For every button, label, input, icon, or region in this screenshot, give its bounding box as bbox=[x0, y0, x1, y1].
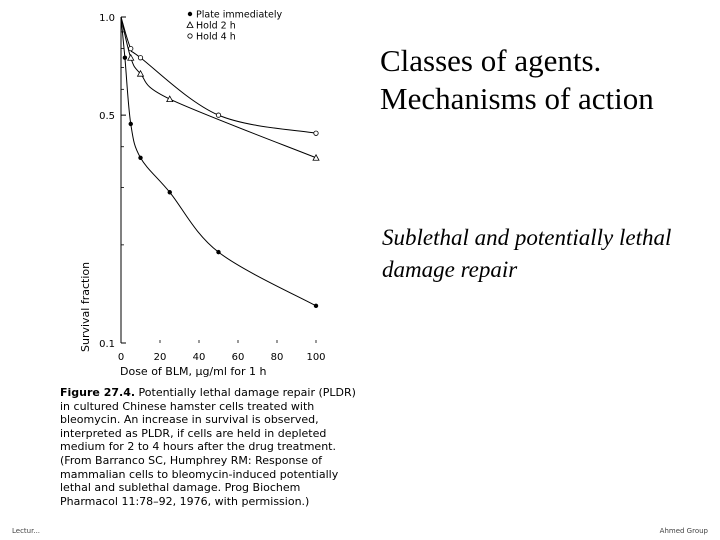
chart-series bbox=[121, 17, 319, 308]
x-tick-label: 100 bbox=[306, 352, 326, 363]
data-point bbox=[216, 113, 220, 117]
figure-caption bbox=[60, 386, 360, 508]
data-point bbox=[313, 155, 319, 161]
footer-left: Lectur... bbox=[12, 527, 41, 535]
data-point bbox=[128, 55, 134, 60]
chart-legend bbox=[187, 10, 282, 43]
x-tick-label: 60 bbox=[231, 352, 245, 363]
chart-axes bbox=[99, 13, 325, 363]
series-dot bbox=[121, 17, 318, 308]
x-tick-label: 0 bbox=[117, 352, 125, 363]
x-tick-label: 80 bbox=[270, 352, 284, 363]
data-point bbox=[129, 46, 133, 50]
slide-title-line1: Classes of agents. bbox=[380, 43, 602, 78]
legend-label: Hold 4 h bbox=[196, 31, 236, 43]
data-point bbox=[314, 131, 318, 135]
data-point bbox=[138, 56, 142, 60]
legend-marker bbox=[188, 34, 192, 38]
series-line bbox=[121, 17, 316, 306]
y-tick-label: 1.0 bbox=[99, 13, 115, 24]
y-axis-label: Survival fraction bbox=[79, 261, 92, 352]
x-tick-label: 40 bbox=[192, 352, 206, 363]
data-point bbox=[314, 304, 318, 308]
data-point bbox=[129, 122, 133, 126]
data-point bbox=[167, 96, 173, 102]
footer-right: Ahmed Group bbox=[659, 527, 708, 535]
legend-label: Plate immediately bbox=[196, 9, 283, 21]
data-point bbox=[138, 156, 142, 160]
legend-marker bbox=[187, 22, 193, 28]
x-tick-label: 20 bbox=[153, 352, 167, 363]
legend-label: Hold 2 h bbox=[196, 20, 236, 32]
legend-marker bbox=[188, 12, 192, 16]
data-point bbox=[216, 250, 220, 254]
figure-caption-text: Potentially lethal damage repair (PLDR) in cultured Chinese hamster cells treated with bleomycin. An increase in survival is observed, interpreted as PLDR, if cells are held in depleted medium for 2 to 4 hours after the drug treatment. (From Barranco SC, Humphrey RM: Response of mammalian cells to bleomycin-induced potentially lethal and sublethal damage. Prog Biochem Pharmacol 11:78–92, 1976, with permission.) bbox=[60, 386, 356, 508]
figure-caption-label: Figure 27.4. bbox=[60, 386, 136, 399]
y-tick-label: 0.5 bbox=[99, 111, 115, 123]
data-point bbox=[168, 190, 172, 194]
data-point bbox=[123, 56, 127, 60]
slide-title-line2: Mechanisms of action bbox=[380, 81, 654, 116]
y-tick-label: 0.1 bbox=[99, 339, 115, 350]
slide-title bbox=[380, 42, 720, 118]
x-axis-label: Dose of BLM, μg/ml for 1 h bbox=[120, 365, 267, 378]
slide-subtitle: Sublethal and potentially lethal damage repair bbox=[382, 225, 672, 282]
